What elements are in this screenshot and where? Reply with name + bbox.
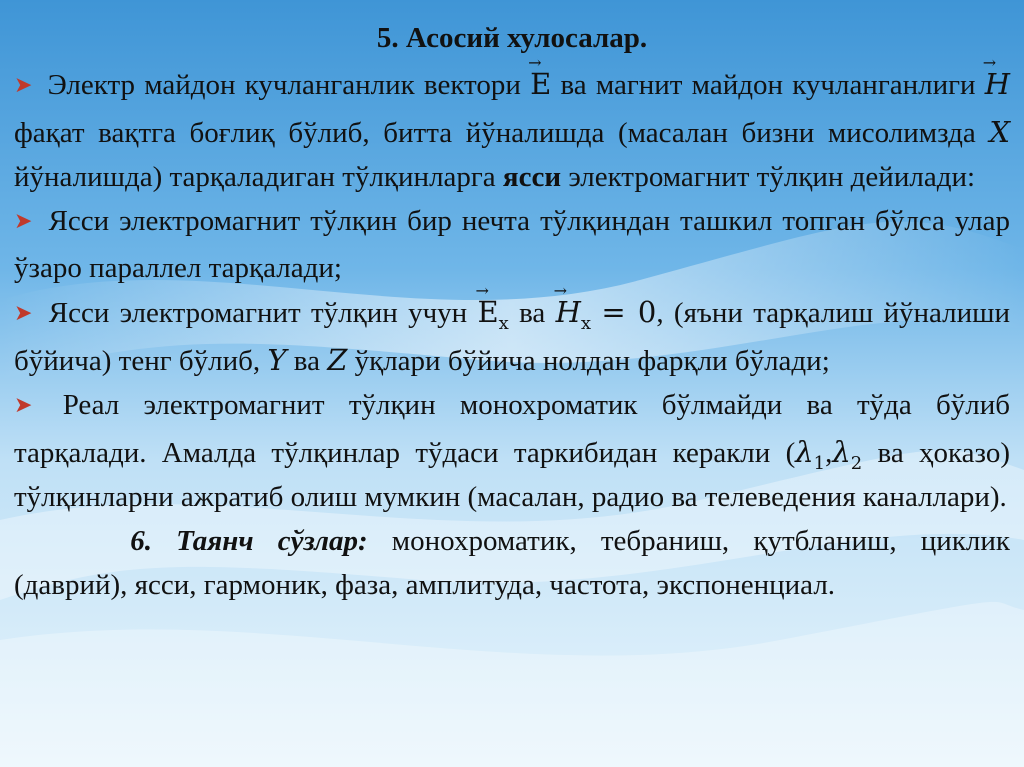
axis-z: Z bbox=[327, 343, 348, 377]
vector-h: → H bbox=[982, 53, 1011, 101]
bullet-4 bbox=[14, 383, 1010, 519]
equals-zero: = 0 bbox=[601, 295, 657, 329]
bullet-3 bbox=[14, 281, 1010, 383]
keywords-text: монохроматик, тебраниш, қутбланиш, циклик (даврий), ясси, гармоник, фаза, амплитуда, частота, экспоненциал. bbox=[14, 525, 1011, 601]
bold-word: ясси bbox=[502, 161, 562, 193]
keywords-label: Таянч сўзлар: bbox=[176, 525, 368, 557]
bullet-3-text-d: ўқлари бўйича нолдан фарқли бўлади; bbox=[354, 345, 830, 377]
bullet-3-and: ва bbox=[519, 297, 546, 329]
axis-x: X bbox=[989, 115, 1010, 149]
bullet-2 bbox=[14, 199, 1010, 290]
lambda-1: $\lambda_1$ bbox=[795, 435, 826, 474]
bullet-4-text-b: ва ҳоказо) тўлқинларни ажратиб олиш мумкин (масалан, радио ва телеведения каналлари). bbox=[14, 437, 1010, 513]
bullet-4-text-a: Реал электромагнит тўлқин монохроматик бўлмайди ва тўда бўлиб тарқалади. Амалда тўлқинлар тўдаси таркибидан керакли ( bbox=[14, 389, 1011, 469]
keywords-number: 6. bbox=[130, 525, 152, 557]
bullet-1 bbox=[14, 53, 1011, 199]
arrowhead-bullet-icon: ➤ bbox=[14, 73, 33, 98]
vector-e: → E bbox=[528, 53, 552, 101]
bullet-3-text-c: ва bbox=[293, 345, 320, 377]
keywords-paragraph bbox=[14, 519, 1010, 607]
bullet-3-text-a: Ясси электромагнит тўлқин учун bbox=[48, 297, 468, 329]
axis-y: Y bbox=[267, 343, 287, 377]
arrowhead-bullet-icon: ➤ bbox=[14, 209, 33, 234]
bullet-1-text-c: фақат вақтга боғлиқ бўлиб, битта йўналишда (масалан бизни мисолимзда bbox=[14, 117, 976, 149]
bullet-1-text-d: йўналишда) тарқаладиган тўлқинларга bbox=[14, 161, 496, 193]
slide-content bbox=[14, 18, 1010, 763]
bullet-3-text-b: , (яъни тарқалиш йўналиши бўйича) тенг бўлиб, bbox=[14, 297, 1010, 377]
bullet-2-text: Ясси электромагнит тўлқин бир нечта тўлқиндан ташкил топган бўлса улар ўзаро параллел тарқалади; bbox=[14, 205, 1010, 284]
bullet-1-text-a: Электр майдон кучланганлик вектори bbox=[47, 69, 521, 101]
bullet-1-text-e: электромагнит тўлқин дейилади: bbox=[568, 161, 976, 193]
section-title: 5. Асосий хулосалар. bbox=[376, 22, 648, 54]
bullet-1-text-b: ва магнит майдон кучланганлиги bbox=[560, 69, 976, 101]
arrowhead-bullet-icon: ➤ bbox=[14, 393, 33, 418]
lambda-2: $\lambda_2$ bbox=[832, 435, 863, 474]
lambda-comma: , bbox=[825, 437, 833, 469]
arrowhead-bullet-icon: ➤ bbox=[14, 301, 33, 326]
vector-ex: → $E_x$ bbox=[475, 281, 509, 334]
vector-hx: → $H_x$ bbox=[553, 281, 592, 334]
